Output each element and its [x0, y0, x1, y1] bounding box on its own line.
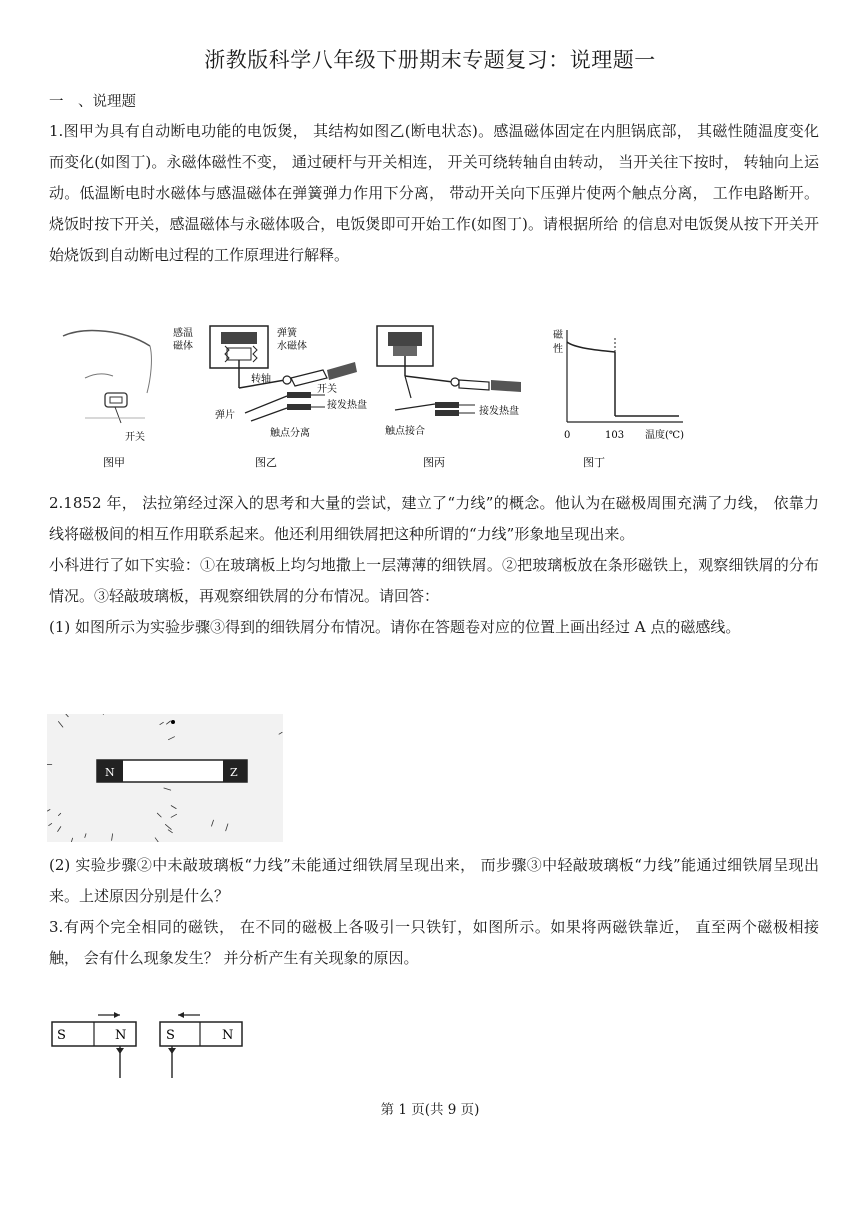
figure-yi — [173, 326, 367, 469]
question-2-intro: 2.1852 年， 法拉第经过深入的思考和大量的尝试，建立了“力线”的概念。他认为在磁极周围充满了力线， 依靠力线将磁极间的相互作用联系起来。他还利用细铁屑把这种所谓的“力线”形象地呈现出来。 — [49, 494, 819, 543]
question-2 — [49, 488, 819, 643]
ding-origin-label: 0 — [564, 430, 571, 441]
question-2-experiment: 小科进行了如下实验：①在玻璃板上均匀地撒上一层薄薄的细铁屑。②把玻璃板放在条形磁铁上，观察细铁屑的分布情况。③轻敲玻璃板，再观察细铁屑的分布情况。请回答： — [49, 556, 819, 605]
point-a-marker — [171, 720, 175, 724]
question-3 — [49, 912, 819, 974]
magnet-2-left-pole: S — [166, 1028, 175, 1043]
page-footer: 第 1 页(共 9 页) — [380, 1102, 480, 1118]
figure-ding — [553, 328, 684, 469]
ding-ylabel-1: 磁 — [553, 330, 563, 341]
magnet-2 — [160, 1012, 242, 1078]
figure-jia — [63, 331, 151, 469]
ding-ylabel-2: 性 — [553, 344, 563, 355]
bing-caption: 图丙 — [423, 456, 445, 469]
ding-caption: 图丁 — [583, 456, 605, 469]
question-1-text: 1.图甲为具有自动断电功能的电饭煲， 其结构如图乙(断电状态)。感温磁体固定在内胆锅底部， 其磁性随温度变化而变化(如图丁)。永磁体磁性不变， 通过硬杆与开关相连， 开关可绕转轴自由转动， 当开关往下按时， 转轴向上运动。低温断电时水磁体与感温磁体在弹簧弹力作用下分离， 带动开关向下压弹片使两个触点分离， 工作电路断开。烧饭时按下开关，感温磁体与永磁体吸合，电饭煲即可开始工作(如图丁)。请根据所给 的信息对电饭煲从按下开关开始烧饭到自动断电过程的工作原理进行解释。 — [49, 122, 819, 264]
arrow-right-icon — [114, 1012, 120, 1018]
rice-cooker-figures — [55, 318, 720, 478]
bing-label-heater: 接发热盘 — [479, 406, 519, 417]
yi-label-contact-sep: 触点分离 — [270, 428, 310, 439]
iron-filings-figure — [47, 714, 283, 842]
yi-label-switch: 开关 — [317, 384, 337, 395]
arrow-left-icon — [178, 1012, 184, 1018]
ding-tick-label: 103 — [605, 430, 625, 441]
yi-label-axis: 转轴 — [251, 374, 271, 385]
question-2-part-2 — [49, 850, 819, 912]
yi-label-ganwen-1: 感温 — [173, 328, 193, 339]
jia-switch-label: 开关 — [125, 432, 145, 443]
section-heading: 一 、说理题 — [49, 94, 136, 110]
yi-label-ganwen-2: 磁体 — [173, 341, 193, 352]
yi-label-heater: 接发热盘 — [327, 400, 367, 411]
magnet-1 — [52, 1012, 136, 1078]
magnet-2-right-pole: N — [222, 1028, 234, 1043]
ding-xlabel: 温度(℃) — [645, 430, 684, 441]
jia-caption: 图甲 — [103, 456, 125, 469]
yi-label-reed: 弹片 — [215, 410, 235, 421]
question-2-sub-2: (2) 实验步骤②中未敲玻璃板“力线”未能通过细铁屑呈现出来， 而步骤③中轻敲玻璃板“力线”能通过细铁屑呈现出来。上述原因分别是什么？ — [49, 856, 819, 905]
figure-bing — [377, 326, 521, 469]
magnet-1-left-pole: S — [57, 1028, 66, 1043]
magnet-right-label: Z — [230, 766, 238, 779]
yi-caption: 图乙 — [255, 456, 277, 469]
question-1 — [49, 116, 819, 271]
magnet-left-label: N — [105, 766, 115, 779]
page-title: 浙教版科学八年级下册期末专题复习：说理题一 — [204, 48, 656, 72]
magnet-1-right-pole: N — [115, 1028, 127, 1043]
bing-label-contact-join: 触点接合 — [385, 426, 425, 437]
yi-label-spring: 弹簧 — [277, 328, 297, 339]
two-magnets-figure — [48, 1008, 248, 1084]
yi-label-perm-magnet: 水磁体 — [277, 341, 307, 352]
question-3-text: 3.有两个完全相同的磁铁， 在不同的磁极上各吸引一只铁钉，如图所示。如果将两磁铁靠近， 直至两个磁极相接触， 会有什么现象发生？ 并分析产生有关现象的原因。 — [49, 918, 819, 967]
question-2-sub-1: (1) 如图所示为实验步骤③得到的细铁屑分布情况。请你在答题卷对应的位置上画出经过 A 点的磁感线。 — [49, 618, 741, 636]
